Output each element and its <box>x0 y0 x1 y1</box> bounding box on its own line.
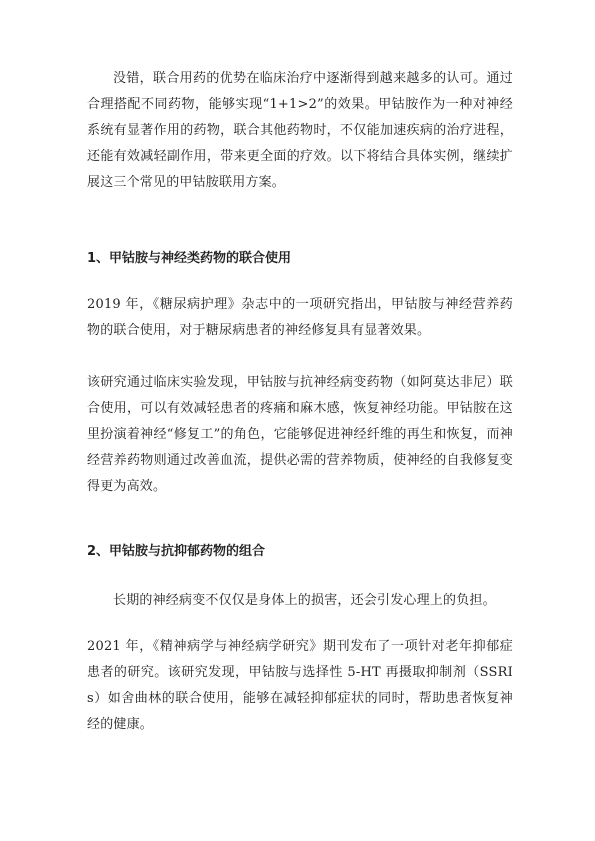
section-2-heading: 2、甲钴胺与抗抑郁药物的组合 <box>87 544 266 559</box>
intro-paragraph: 没错，联合用药的优势在临床治疗中逐渐得到越来越多的认可。通过合理搭配不同药物，能够实现“1+1>2”的效果。甲钴胺作为一种对神经系统有显著作用的药物，联合其他药物时，不仅能加速疾病的治疗进程，还能有效减轻副作用，带来更全面的疗效。以下将结合具体实例，继续扩展这三个常见的甲钴胺联用方案。 <box>87 71 513 190</box>
section-1-paragraph-2: 该研究通过临床实验发现，甲钴胺与抗神经病变药物（如阿莫达非尼）联合使用，可以有效减轻患者的疼痛和麻木感，恢复神经功能。甲钴胺在这里扮演着神经“修复工”的角色，它能够促进神经纤维的再生和恢复，而神经营养药物则通过改善血流，提供必需的营养物质，使神经的自我修复变得更为高效。 <box>87 375 513 494</box>
section-2-paragraph-2: 2021 年，《精神病学与神经病学研究》期刊发布了一项针对老年抑郁症患者的研究。该研究发现，甲钴胺与选择性 5-HT 再摄取抑制剂（SSRIs）如舍曲林的联合使用，能够在减轻抑郁症状的同时，帮助患者恢复神经的健康。 <box>87 639 513 732</box>
section-1-paragraph-1: 2019 年，《糖尿病护理》杂志中的一项研究指出，甲钴胺与神经营养药物的联合使用，对于糖尿病患者的神经修复具有显著效果。 <box>87 297 513 338</box>
section-2-paragraph-1: 长期的神经病变不仅仅是身体上的损害，还会引发心理上的负担。 <box>113 593 496 608</box>
section-1-heading: 1、甲钴胺与神经类药物的联合使用 <box>87 251 292 266</box>
